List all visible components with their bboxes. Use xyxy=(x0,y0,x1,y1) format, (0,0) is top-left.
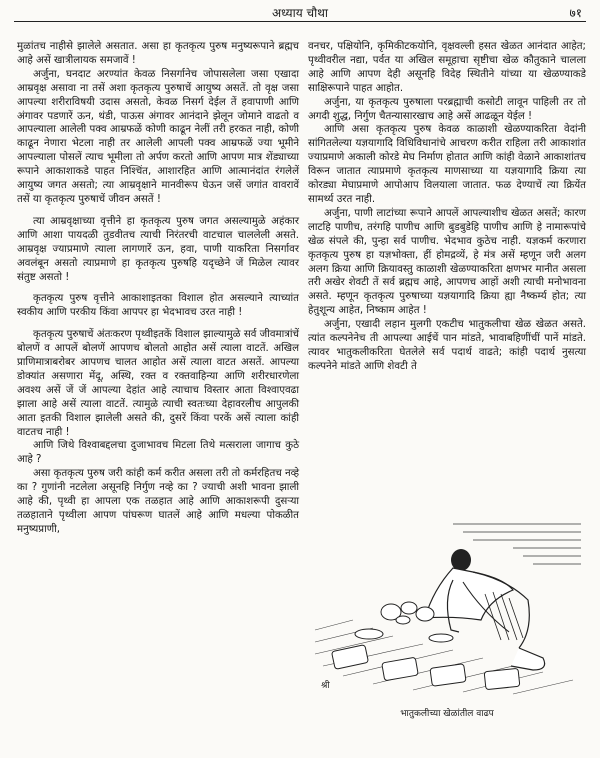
paragraph: आणि जिथे विश्वाबद्दलचा दुजाभावच मिटला तिथे मत्सराला जागाच कुठे आहे ? xyxy=(17,440,299,466)
figure-caption: भातुकलीच्या खेळांतील वाढप xyxy=(400,709,494,719)
page-number: ७१ xyxy=(569,6,582,20)
toy-plates xyxy=(332,629,520,690)
right-column xyxy=(308,40,586,374)
paragraph: असा कृतकृत्य पुरुष जरी कांही कर्म करीत असला तरी तो कर्मरहितच नव्हे का ? गुणांनी नटलेला असूनहि निर्गुण नव्हे का ? ज्याची अशी भावना झाली आहे की, पृथ्वी हा आपला एक तळहात आहे आणि आकाशरूपी दुसऱ्या तळहाताने पृथ्वीला आपण पांघरूण घातलें आहे आणि मधल्या पोकळीत मनुष्यप्राणी, xyxy=(17,468,299,535)
girl-figure xyxy=(425,549,545,670)
paragraph: कृतकृत्य पुरुषाचें अंतःकरण पृथ्वीइतकें विशाल झाल्यामुळे सर्व जीवमात्रांचें बोलणें व आपलें बोलणें आपणच बोलतो आहोत असें त्याला वाटतें. अखिल प्राणिमात्राबरोबर आपणच चालत आहोत असें त्याला वाटत असतें. आपल्या डोक्यांत असणारा मेंदू, अस्थि, रक्त व रक्तवाहिन्या आणि शरीरधारणेला अवश्य असें जें जें आपल्या देहांत आहे त्याचाच विस्तार आता विश्वाएवढा झाला आहे असें त्याला वाटतें. त्यामुळे त्याची स्वतःच्या देहावरलीच आपुलकी आता इतकी विशाल झालेली असते की, दुसरें किंवा परकें असें त्याला कांही वाटतच नाही ! xyxy=(17,329,299,438)
paragraph: अर्जुना, या कृतकृत्य पुरुषाला परब्रह्माची कसोटी लावून पाहिली तर तो अगदी शुद्ध, निर्गुण चैतन्यासारखाच आहे असें आढळून येईल ! xyxy=(308,96,586,122)
page-header xyxy=(0,0,600,22)
paragraph: त्या आम्रवृक्षाच्या वृत्तीने हा कृतकृत्य पुरुष जगत असल्यामुळे अहंकार आणि आशा पायदळी तुडवीतच त्याची निरंतरची वाटचाल चाललेली असते. आम्रवृक्ष ज्याप्रमाणे त्याला लागणारें ऊन, हवा, पाणी याकरिता निसर्गावर अवलंबून असतो त्याप्रमाणे हा कृतकृत्य पुरुषहि यदृच्छेने जें मिळेल त्यावर संतुष्ट असतो ! xyxy=(17,215,299,283)
paragraph: मुळांतच नाहीसे झालेले असतात. असा हा कृतकृत्य पुरुष मनुष्यरूपाने ब्रह्मच आहे असें खात्रीलायक समजावें ! xyxy=(17,41,299,66)
paragraph: कृतकृत्य पुरुष वृत्तीने आकाशाइतका विशाल होत असल्याने त्याच्यांत स्वकीय आणि परकीय किंवा आपपर हा भेदभावच उरत नाही ! xyxy=(17,293,299,319)
artist-signature: श्री xyxy=(321,681,330,691)
paragraph: अर्जुना, पाणी लाटांच्या रूपाने आपलें आपल्याशीच खेळत असतें; कारण लाटहि पाणीच, तरंगहि पाणीच आणि बुडबुडेहि पाणीच आणि हे नामारूपांचे खेळ संपले की, पुन्हा सर्व पाणीच. भेदभाव कुठेच नाही. यज्ञकर्म करणारा कृतकृत्य पुरुष हा यज्ञभोक्ता, हीं होमद्रव्यें, हे मंत्र असें म्हणून जरी अलग अलग क्रिया आणि क्रियावस्तु काळाशी खेळण्याकरिता क्षणभर मानीत असला तरी अखेर शेवटी तें सर्व ब्रह्मच आहे, आपणच आहों अशी त्याची मनोभावना असते. म्हणून कृतकृत्य पुरुषाच्या यज्ञयागादि क्रिया ह्या नैष्कर्म्य होत; त्या हेतुशून्य आहेत, निष्काम आहेत ! xyxy=(308,207,586,317)
paragraph: अर्जुना, एखादी लहान मुलगी एकटीच भातुकलीचा खेळ खेळत असते. त्यांत कल्पनेनेच ती आपल्या आईचें पान मांडते, भावाबहिणींचीं पानें मांडते. त्यावर भातुकलीकरिता घेतलेले सर्व पदार्थ वाढते; कांही पदार्थ नुसत्या कल्पनेने मांडते आणि शेवटी ते xyxy=(308,319,586,372)
paragraph: आणि असा कृतकृत्य पुरुष केवळ काळाशी खेळण्याकरिता वेदांनी सांगितलेल्या यज्ञयागादि विधिविधानांचे आचरण करीत राहिला तरी आकाशांत ज्याप्रमाणे अकाली कोरडे मेघ निर्माण होतात आणि कांही वेळाने आकाशांतच विरून जातात त्याप्रमाणे कृतकृत्य माणसाच्या या यज्ञयागादि क्रिया त्या कोरड्या मेघाप्रमाणे आपोआप विलयाला जातात. फळ देण्याचें त्या क्रियेंत सामर्थ्य उरत नाही. xyxy=(308,124,586,205)
paragraph: अर्जुना, घनदाट अरण्यांत केवळ निसर्गानेच जोपासलेला जसा एखादा आम्रवृक्ष असावा ना तसें अशा कृतकृत्य पुरुषाचें आयुष्य असतें. तो वृक्ष जसा आपल्या शरीराविषयी उदास असतो, केवळ निसर्ग देईल तें हवापाणी आणि अंगावर पडणारें ऊन, थंडी, पाऊस अंगावर आनंदाने झेलून जोमाने वाढतो व आपल्याला आलेली पक्व आम्रफळें कोणी काढून नेलीं तरी हरकत नाही, कोणी काढून नेणारा भेटला नाही तर आलेली आपली पक्व आम्रफळें ज्या भूमीने आपल्याला पोसलें त्याच भूमीला तो अर्पण करतो आणि आपण मात्र शेंड्याच्या रूपाने आकाशाकडे पाहत निश्चिंत, आशारहित आणि आत्मानंदांत रंगलेलें आयुष्य जगत असतो; त्या आम्रवृक्षाने मानवीरूप घेऊन जसें जगांत वावरावें तसें या कृतकृत्य पुरुषाचें जीवन असतें ! xyxy=(17,68,299,205)
header-rule xyxy=(14,21,586,22)
left-column xyxy=(17,40,299,537)
illustration-girl-serving xyxy=(313,520,583,696)
wall-hatching xyxy=(453,524,581,564)
toy-pots xyxy=(381,602,434,624)
paragraph: वनचर, पक्षियोनि, कृमिकीटकयोनि, वृक्षवल्ली हसत खेळत आनंदात आहेत; पृथ्वीवरील नद्या, पर्वत या अखिल समूहाचा सृष्टीचा खेळ कौतुकाने चालला आहे आणि आपण देही असूनहि विदेह स्थितीने यांच्या या खेळण्याकडे साक्षिरूपाने पाहत आहोत. xyxy=(308,41,586,94)
chapter-title: अध्याय चौथा xyxy=(271,6,329,20)
